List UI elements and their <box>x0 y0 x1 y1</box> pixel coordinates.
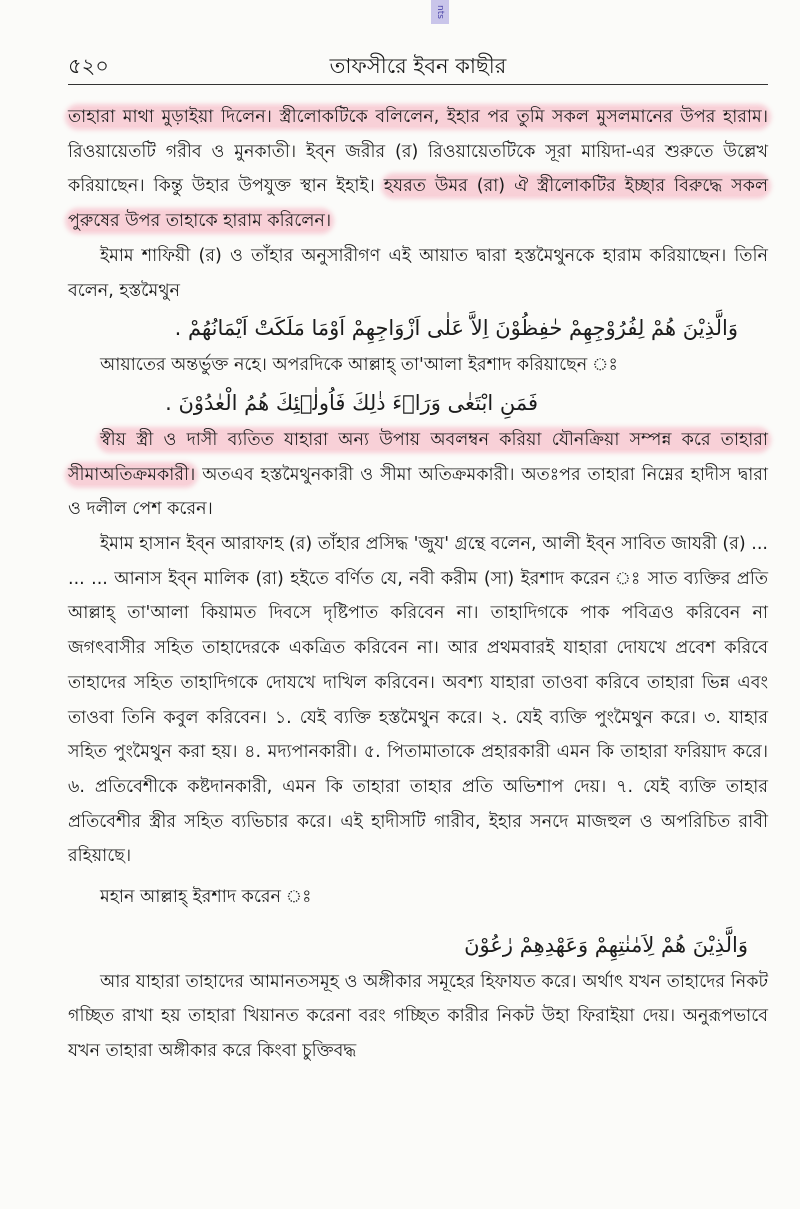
side-tab[interactable]: nts <box>431 0 449 24</box>
running-title: তাফসীরে ইবন কাছীর <box>329 54 507 78</box>
highlight-2: হযরত উমর (রা) ঐ স্ত্রীলোকটির ইচ্ছার বিরুদ্ধে সকল পুরুষের উপর তাহাকে হারাম করিলেন। <box>68 176 768 232</box>
paragraph-4-text: অতএব হস্তমৈথুনকারী ও সীমা অতিক্রমকারী। অতঃপর তাহারা নিম্নের হাদীস দ্বারা ও দলীল পেশ করেন। <box>68 464 768 520</box>
page-number: ৫২০ <box>68 54 109 78</box>
highlight-1: তাহারা মাথা মুড়াইয়া দিলেন। স্ত্রীলোকটিকে বলিলেন, ইহার পর তুমি সকল মুসলমানের উপর হারাম। <box>68 107 768 127</box>
header-rule <box>68 84 768 85</box>
paragraph-1-text: রিওয়ায়েতটি গরীব ও মুনকাতী। ইব্ন জরীর (র) রিওয়ায়েতটিকে সূরা মায়িদা-এর শুরুতে উল্লেখ করিয়াছেন। কিন্তু উহার উপযুক্ত স্থান ইহাই। <box>68 141 768 197</box>
page-body <box>68 100 768 1069</box>
section-heading: মহান আল্লাহ্ ইরশাদ করেন ঃ <box>100 887 312 908</box>
paragraph-1 <box>68 100 768 239</box>
paragraph-4 <box>68 423 768 527</box>
paragraph-2: ইমাম শাফিয়ী (র) ও তাঁহার অনুসারীগণ এই আয়াত দ্বারা হস্তমৈথুনকে হারাম করিয়াছেন। তিনি বলেন, হস্তমৈথুন <box>68 245 768 301</box>
paragraph-5: ইমাম হাসান ইব্ন আরাফাহ (র) তাঁহার প্রসিদ্ধ 'জুয' গ্রন্থে বলেন, আলী ইব্ন সাবিত জাযরী (র) ... ... ... আনাস ইব্ন মালিক (রা) হইতে বর্ণিত যে, নবী করীম (সা) ইরশাদ করেন ঃ সাত ব্যক্তির প্রতি আল্লাহ্ তা'আলা কিয়ামত দিবসে দৃষ্টিপাত করিবেন না। তাহাদিগকে পাক পবিত্রও করিবেন না জগৎবাসীর সহিত তাহাদেরকে একত্রিত করিবেন না। আর প্রথমবারই যাহারা দোযখে প্রবেশ করিবে তাহাদের সহিত তাহাদিগকে দোযখে দাখিল করিবেন। অবশ্য যাহারা তাওবা করিবে তাহারা ভিন্ন এবং তাওবা তিনি কবুল করিবেন। ১. যেই ব্যক্তি হস্তমৈথুন করে। ২. যেই ব্যক্তি পুংমৈথুন করে। ৩. যাহার সহিত পুংমৈথুন করা হয়। ৪. মদ্যপানকারী। ৫. পিতামাতাকে প্রহারকারী এমন কি তাহারা ফরিয়াদ করে। ৬. প্রতিবেশীকে কষ্টদানকারী, এমন কি তাহারা তাহার প্রতি অভিশাপ দেয়। ৭. যেই ব্যক্তি তাহার প্রতিবেশীর স্ত্রীর সহিত ব্যভিচার করে। এই হাদীসটি গারীব, ইহার সনদে মাজহুল ও অপরিচিত রাবী রহিয়াছে। <box>68 534 768 867</box>
arabic-verse-2: فَمَنِ ابْتَغٰى وَرَاۤءَ ذٰلِكَ فَاُولٰۤئِكَ هُمُ الْعٰدُوْنَ . <box>165 390 538 415</box>
arabic-verse-1: وَالَّذِيْنَ هُمْ لِفُرُوْجِهِمْ حٰفِظُوْنَ اِلاَّ عَلٰى اَزْوَاجِهِمْ اَوْمَا مَلَكَتْ اَيْمَانُهُمْ . <box>174 316 738 341</box>
page-header <box>68 44 768 90</box>
highlight-3: স্বীয় স্ত্রী ও দাসী ব্যতিত যাহারা অন্য উপায় অবলম্বন করিয়া যৌনক্রিয়া সম্পন্ন করে তাহারা সীমাঅতিক্রমকারী। <box>68 429 768 485</box>
arabic-verse-3: وَالَّذِيْنَ هُمْ لِاَمٰنٰتِهِمْ وَعَهْدِهِمْ رٰعُوْنَ <box>464 932 748 957</box>
paragraph-6: আর যাহারা তাহাদের আমানতসমূহ ও অঙ্গীকার সমূহের হিফাযত করে। অর্থাৎ যখন তাহাদের নিকট গচ্ছিত রাখা হয় তাহারা খিয়ানত করেনা বরং গচ্ছিত কারীর নিকট উহা ফিরাইয়া দেয়। অনুরূপভাবে যখন তাহারা অঙ্গীকার করে কিংবা চুক্তিবদ্ধ <box>68 971 768 1062</box>
book-page <box>68 44 768 1062</box>
paragraph-3: আয়াতের অন্তর্ভুক্ত নহে। অপরদিকে আল্লাহ্ তা'আলা ইরশাদ করিয়াছেন ঃ <box>100 355 618 376</box>
